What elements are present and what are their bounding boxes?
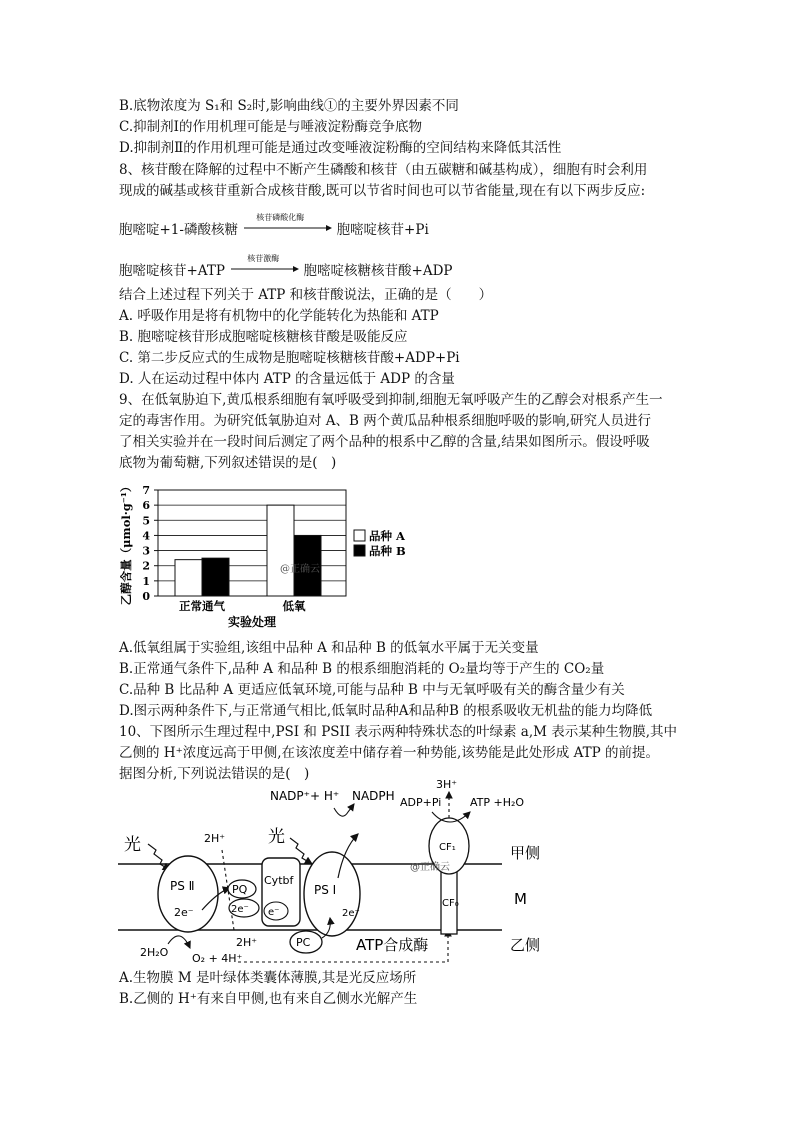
x-tick-label: 正常通气 <box>179 599 225 613</box>
legend-label: 品种 A <box>369 529 405 543</box>
cf0-label: CF₀ <box>442 898 459 909</box>
pq-label: PQ <box>232 883 248 896</box>
reaction-2-enzyme: 核苷激酶 <box>247 254 280 263</box>
y-tick-label: 0 <box>142 590 150 603</box>
reaction-2-left: 胞嘧啶核苷+ATP <box>119 263 225 279</box>
diagram-svg <box>118 778 558 970</box>
h-plus-bottom-label: 2H⁺ <box>236 936 258 949</box>
psi-label: PS Ⅰ <box>314 883 337 897</box>
q10-option-a: A.生物膜 M 是叶绿体类囊体薄膜,其是光反应场所 <box>119 970 417 986</box>
light-label-1: 光 <box>124 835 141 855</box>
reaction-1-enzyme: 核苷磷酸化酶 <box>256 213 305 222</box>
reaction-1-right: 胞嘧啶核苷+Pi <box>336 222 429 238</box>
q9-stem-line4: 底物为葡萄糖,下列叙述错误的是( ) <box>119 455 337 471</box>
x-tick-label: 低氧 <box>282 599 306 613</box>
q8-question: 结合上述过程下列关于 ATP 和核苷酸说法，正确的是（ ） <box>119 287 493 303</box>
pq-electrons: 2e⁻ <box>231 904 249 915</box>
diagram-watermark: @正确云 <box>410 862 450 873</box>
q8-option-d: D. 人在运动过程中体内 ATP 的含量远低于 ADP 的含量 <box>119 371 455 387</box>
q10-option-b: B.乙侧的 H⁺有来自甲侧,也有来自乙侧水光解产生 <box>119 991 418 1007</box>
q8-option-c: C. 第二步反应式的生成物是胞嘧啶核糖核苷酸+ADP+Pi <box>119 350 460 366</box>
q8-stem-line2: 现成的碱基或核苷重新合成核苷酸,既可以节省时间也可以节省能量,现在有以下两步反应: <box>119 183 646 199</box>
atp-synthase-label: ATP合成酶 <box>356 936 429 954</box>
q7-option-c: C.抑制剂Ⅰ的作用机理可能是与唾液淀粉酶竞争底物 <box>119 119 422 135</box>
q8-option-a: A. 呼吸作用是将有机物中的化学能转化为热能和 ATP <box>119 308 439 324</box>
side-jia-label: 甲侧 <box>510 844 541 862</box>
light-zigzag-1 <box>148 844 170 870</box>
y-tick-label: 5 <box>142 514 150 528</box>
q9-option-a: A.低氧组属于实验组,该组中品种 A 和品种 B 的低氧水平属于无关变量 <box>119 640 539 656</box>
reaction-2 <box>119 254 453 279</box>
q7-option-d: D.抑制剂Ⅱ的作用机理可能是通过改变唾液淀粉酶的空间结构来降低其活性 <box>119 140 562 156</box>
h-plus-top-label: 2H⁺ <box>204 832 226 845</box>
y-tick-label: 7 <box>142 484 150 497</box>
psii-label: PS Ⅱ <box>170 879 195 893</box>
q9-stem-line3: 了相关实验并在一段时间后测定了两个品种的根系中乙醇的含量,结果如图所示。假设呼吸 <box>119 434 650 450</box>
side-yi-label: 乙侧 <box>510 936 541 954</box>
y-axis-label: 乙醇含量（μmol·g⁻¹） <box>119 480 133 606</box>
q9-option-c: C.品种 B 比品种 A 更适应低氧环境,可能与品种 B 中与无氧呼吸有关的酶含量少有关 <box>119 682 625 698</box>
legend-swatch <box>354 530 365 541</box>
nadp-label: NADP⁺+ H⁺ <box>270 789 340 803</box>
oxygen-label: O₂ + 4H⁺ <box>192 952 243 965</box>
y-tick-label: 1 <box>142 574 150 588</box>
bar-a <box>267 505 294 596</box>
psi-electrons: 2e⁻ <box>342 908 360 919</box>
cf1-label: CF₁ <box>439 842 456 853</box>
reaction-1 <box>119 213 429 238</box>
psii-electrons: 2e⁻ <box>174 906 194 919</box>
three-h-label: 3H⁺ <box>436 778 458 791</box>
y-tick-label: 3 <box>142 544 150 558</box>
legend-label: 品种 B <box>369 544 406 558</box>
pc-label: PC <box>296 936 311 949</box>
photosynthesis-diagram <box>118 778 558 970</box>
adp-pi-label: ADP+Pi <box>400 796 442 809</box>
x-axis-label: 实验处理 <box>227 615 277 628</box>
q10-stem-line3: 据图分析,下列说法错误的是( ) <box>119 766 310 782</box>
water-label: 2H₂O <box>140 946 169 959</box>
nadp-reduction-arrow <box>334 804 354 816</box>
q10-stem-line2: 乙侧的 H⁺浓度远高于甲侧,在该浓度差中储存着一种势能,该势能是此处形成 ATP 的前提。 <box>119 745 659 761</box>
q9-option-b: B.正常通气条件下,品种 A 和品种 B 的根系细胞消耗的 O₂量均等于产生的 CO₂量 <box>119 661 605 677</box>
q8-stem-line1: 8、核苷酸在降解的过程中不断产生磷酸和核苷（由五碳糖和碱基构成），细胞有时会利用 <box>119 162 648 178</box>
light-label-2: 光 <box>268 827 285 847</box>
q9-stem-line1: 9、在低氧胁迫下,黄瓜根系细胞有氧呼吸受到抑制,细胞无氧呼吸产生的乙醇会对根系产生一 <box>119 392 663 408</box>
q10-stem-line1: 10、下图所示生理过程中,PSI 和 PSII 表示两种特殊状态的叶绿素 a,M 表示某种生物膜,其中 <box>119 724 678 740</box>
q9-option-d: D.图示两种条件下,与正常通气相比,低氧时品种A和品种B 的根系吸收无机盐的能力均降低 <box>119 703 653 719</box>
chart-watermark: @正确云 <box>280 564 320 575</box>
reaction-1-arrow <box>242 213 332 234</box>
bar-b <box>202 558 229 596</box>
y-tick-label: 6 <box>142 499 150 513</box>
reaction-2-arrow <box>229 254 299 275</box>
y-tick-label: 4 <box>142 529 150 543</box>
water-split-arrow <box>168 936 190 948</box>
q8-option-b: B. 胞嘧啶核苷形成胞嘧啶核糖核苷酸是吸能反应 <box>119 329 408 345</box>
side-m-label: M <box>514 890 527 908</box>
legend-swatch <box>354 545 365 556</box>
bar-a <box>175 560 202 596</box>
reaction-2-right: 胞嘧啶核糖核苷酸+ADP <box>303 263 453 279</box>
cytbf-label: Cytbf <box>264 874 294 887</box>
q9-stem-line2: 定的毒害作用。为研究低氧胁迫对 A、B 两个黄瓜品种根系细胞呼吸的影响,研究人员进行 <box>119 413 652 429</box>
atp-h2o-label: ATP +H₂O <box>470 796 525 809</box>
q7-option-b: B.底物浓度为 S₁和 S₂时,影响曲线①的主要外界因素不同 <box>119 98 459 114</box>
y-tick-label: 2 <box>142 559 150 573</box>
chart-svg <box>118 478 438 628</box>
ethanol-bar-chart <box>118 478 438 628</box>
psii-complex <box>158 856 218 932</box>
reaction-1-left: 胞嘧啶+1-磷酸核糖 <box>119 222 238 238</box>
cytbf-electrons: e⁻ <box>268 907 280 918</box>
nadph-label: NADPH <box>352 789 395 803</box>
